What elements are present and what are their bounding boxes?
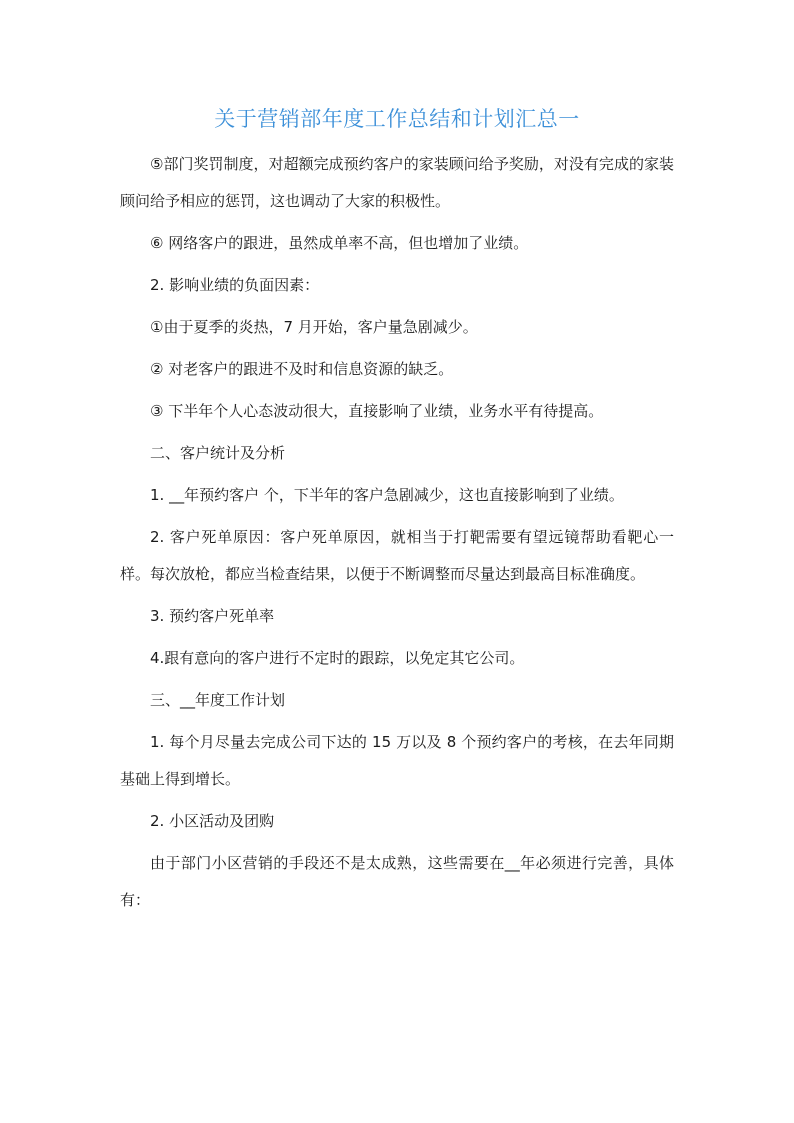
section-heading-client-stats: 二、客户统计及分析 (150, 444, 286, 462)
paragraph-community-events: 2. 小区活动及团购 (150, 812, 275, 830)
paragraph-mindset: ③ 下半年个人心态波动很大，直接影响了业绩，业务水平有待提高。 (150, 402, 604, 420)
paragraph-follow-up: 4.跟有意向的客户进行不定时的跟踪，以免定其它公司。 (150, 649, 525, 667)
paragraph-monthly-target: 1. 每个月尽量去完成公司下达的 15 万以及 8 个预约客户的考核，在去年同期基础上得到增长。 (120, 733, 674, 788)
paragraph-online-clients: ⑥ 网络客户的跟进，虽然成单率不高，但也增加了业绩。 (150, 234, 529, 252)
document-body (120, 146, 674, 924)
section-heading-annual-plan: 三、__年度工作计划 (150, 691, 286, 709)
paragraph-old-clients: ② 对老客户的跟进不及时和信息资源的缺乏。 (150, 360, 454, 378)
paragraph-lost-deal-rate: 3. 预约客户死单率 (150, 607, 275, 625)
paragraph-reward-system: ⑤部门奖罚制度，对超额完成预约客户的家装顾问给予奖励，对没有完成的家装顾问给予相应的惩罚，这也调动了大家的积极性。 (120, 155, 674, 210)
paragraph-community-marketing: 由于部门小区营销的手段还不是太成熟，这些需要在__年必须进行完善，具体有： (120, 854, 674, 909)
paragraph-negative-factors-heading: 2. 影响业绩的负面因素： (150, 276, 320, 294)
document-title: 关于营销部年度工作总结和计划汇总一 (214, 107, 580, 131)
paragraph-booked-clients: 1. __年预约客户 个，下半年的客户急剧减少，这也直接影响到了业绩。 (150, 486, 624, 504)
paragraph-lost-deal-reasons: 2. 客户死单原因：客户死单原因，就相当于打靶需要有望远镜帮助看靶心一样。每次放枪，都应当检查结果，以便于不断调整而尽量达到最高目标准确度。 (120, 528, 674, 583)
paragraph-summer-heat: ①由于夏季的炎热，7 月开始，客户量急剧减少。 (150, 318, 478, 336)
